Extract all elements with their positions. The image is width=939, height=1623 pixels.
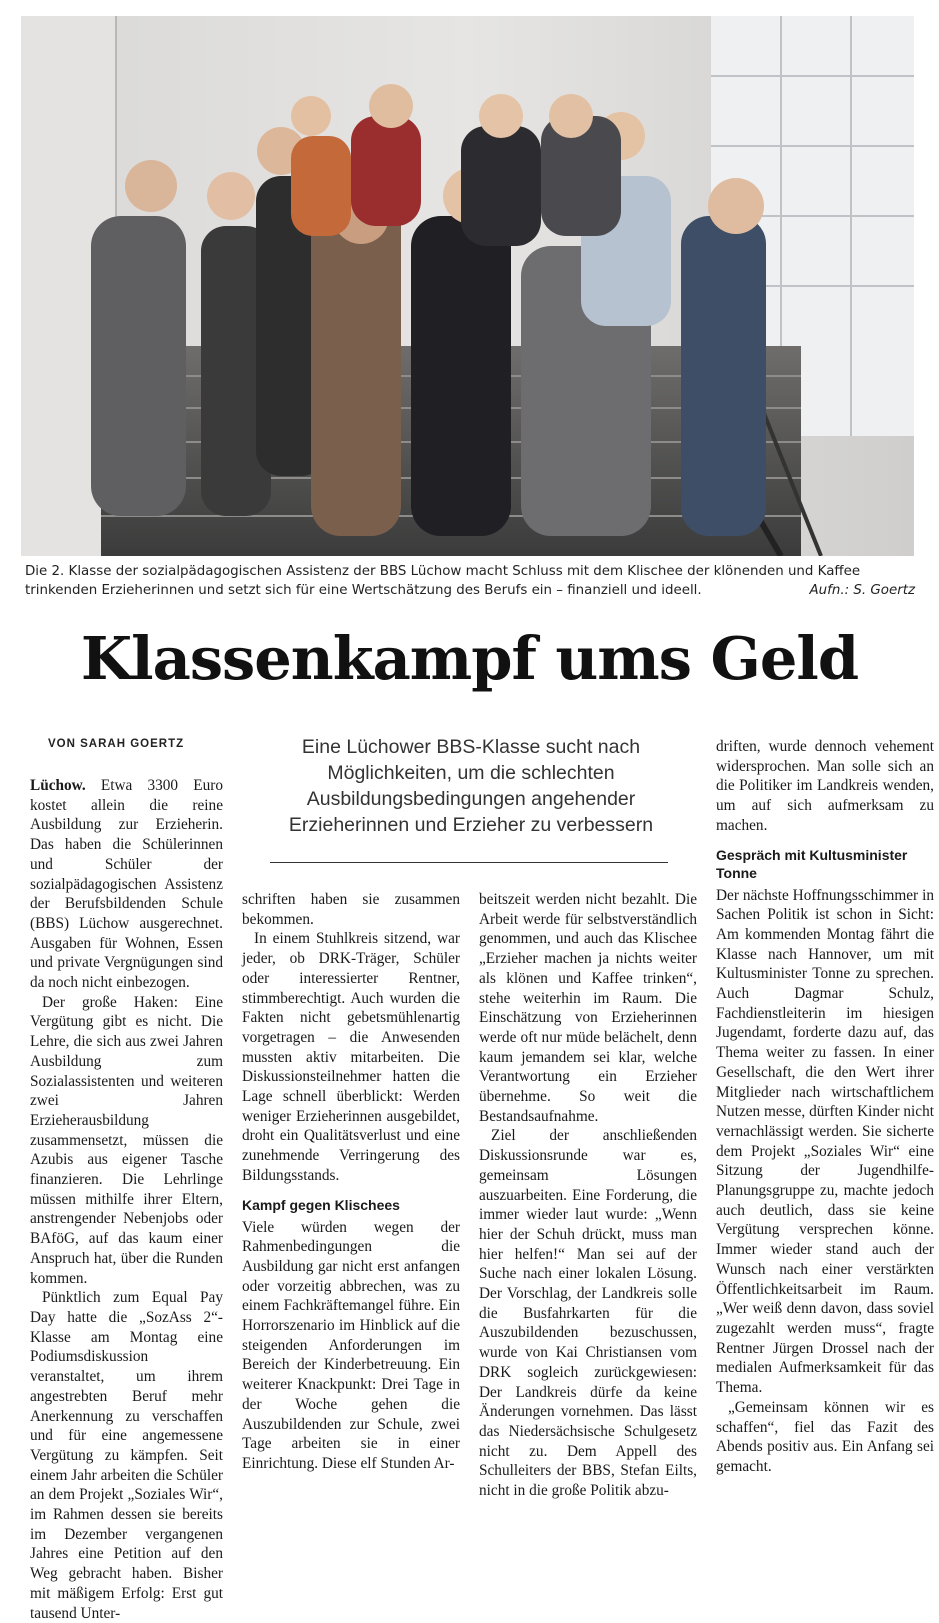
paragraph: Der nächste Hoffnungsschimmer in Sachen Politik ist schon in Sicht: Am kommenden Montag fährt die Klasse nach Hannover, um mit Kultusminister Tonne zu sprechen. Auch Dagmar Schulz, Fachdienstleiterin im hiesigen Jugendamt, forderte dazu auf, das Thema weiter zu fassen. In einer Gesellschaft, die den Wert ihrer Mitglieder nach wirtschaftlichem Nutzen messe, dürften Kinder nicht vernachlässigt werden. Sie sicherte dem Projekt „Soziales Wir“ eine Sitzung der Jugendhilfe-Planungsgruppe zu, machte jedoch auch deutlich, dass sie keine Vergütung versprechen könne. Immer wieder stand auch der Wunsch nach einer verstärkten Öffentlichkeitsarbeit im Raum. „Wer weiß denn davon, dass soviel zugezahlt werden muss“, fragte Rentner Jürgen Drossel nach der medialen Aufmerksamkeit für das Thema. bbox=[716, 886, 934, 1397]
paragraph: „Gemeinsam können wir es schaffen“, fiel das Fazit des Abends positiv aus. Ein Anfang sei gemacht. bbox=[716, 1398, 934, 1475]
paragraph: Der große Haken: Eine Vergütung gibt es nicht. Die Lehre, die sich aus zwei Jahren Ausbildung zum Sozialassistenten und weiteren zwei Jahren Erzieherausbildung zusammensetzt, müssen die Azubis aus eigener Tasche finanzieren. Die Lehrlinge müssen mithilfe ihrer Eltern, anstrengender Nebenjobs oder BAföG, auf das kaum einer Anspruch hat, über die Runden kommen. bbox=[30, 993, 223, 1287]
paragraph: Pünktlich zum Equal Pay Day hatte die „SozAss 2“-Klasse am Montag eine Podiumsdiskussion veranstaltet, um ihrem angestrebten Beruf mehr Anerkennung zu verschaffen und für eine angemessene Vergütung zu kämpfen. Seit einem Jahr arbeiten die Schüler an dem Projekt „Soziales Wir“, im Rahmen dessen sie bereits im Dezember vergangenen Jahres eine Petition auf den Weg gebracht haben. Bisher mit mäßigem Erfolg: Erst gut tausend Unter- bbox=[30, 1289, 223, 1622]
caption-credit: Aufn.: S. Goertz bbox=[809, 583, 915, 598]
group-photo-image bbox=[21, 16, 914, 556]
byline: VON SARAH GOERTZ bbox=[48, 738, 185, 750]
article-headline: Klassenkampf ums Geld bbox=[80, 624, 859, 693]
column-2 bbox=[242, 890, 460, 1474]
group-photo bbox=[21, 16, 914, 556]
paragraph: Viele würden wegen der Rahmenbedingungen die Ausbildung gar nicht erst anfangen oder vorzeitig abbrechen, was zu einem Fachkräftemangel führe. Ein Horrorszenario im Hinblick auf die steigenden Anforderungen im Bereich der Kinderbetreuung. Ein weiterer Knackpunkt: Drei Tage in der Woche gehen die Auszubildenden zur Schule, zwei Tage arbeiten sie in einer Einrichtung. Diese elf Stunden Ar- bbox=[242, 1218, 460, 1472]
subheading: Kampf gegen Klischees bbox=[242, 1196, 400, 1213]
paragraph: Ziel der anschließenden Diskussionsrunde war es, gemeinsam Lösungen auszuarbeiten. Eine Forderung, die immer wieder laut wurde: „Wenn hier der Schuh drückt, muss man hier helfen!“ Man sei auf der Suche nach einer lokalen Lösung. Der Vorschlag, der Landkreis solle die Busfahrkarten für die Auszubildenden bezuschussen, wurde von Kai Christiansen vom DRK sogleich zurückgewiesen: Der Landkreis dürfe da keine Änderungen vornehmen. Das lässt das Niedersächsische Schulgesetz nicht zu. Dem Appell des Schulleiters der BBS, Stefan Eilts, nicht in die große Politik abzu- bbox=[479, 1127, 697, 1500]
paragraph-text: Etwa 3300 Euro kostet allein die reine Ausbildung zur Erzieherin. Das haben die Schülerinnen und Schüler der sozialpädagogischen Assistenz der Berufsbildenden Schule (BBS) Lüchow ausgerechnet. Ausgaben für Wohnen, Essen und private Vergnügungen sind da noch nicht einbezogen. bbox=[30, 777, 223, 992]
paragraph bbox=[30, 776, 223, 993]
paragraph: In einem Stuhlkreis sitzend, war jeder, ob DRK-Träger, Schüler oder interessierter Rentner, stimmberechtigt. Auch wurden die Fakten nicht gebetsmühlenartig vorgetragen – die Anwesenden mussten aktiv mitarbeiten. Die Diskussionsteilnehmer hatten die Lage schnell überblickt: Werden weniger Erzieherinnen ausgebildet, droht ein Qualitätsverlust und eine zunehmende Verringerung des Bildungsstands. bbox=[242, 930, 460, 1184]
paragraph: driften, wurde dennoch vehement widersprochen. Man solle sich an die Politiker im Landkreis wenden, um auf sich aufmerksam zu machen. bbox=[716, 738, 934, 834]
teaser: Eine Lüchower BBS-Klasse sucht nach Möglichkeiten, um die schlechten Ausbildungsbedingungen angehender Erzieherinnen und Erzieher zu verbessern bbox=[288, 736, 654, 836]
column-1 bbox=[30, 776, 223, 1623]
column-4 bbox=[716, 737, 934, 1477]
paragraph: beitszeit werden nicht bezahlt. Die Arbeit werde für selbstverständlich genommen, und auch das Klischee „Erzieher machen ja nichts weiter als klönen und Kaffee trinken“, stehe weiterhin im Raum. Die Einschätzung von Erzieherinnen werde oft nur müde belächelt, denn kaum jemandem sei klar, welche Verantwortung ein Erzieher übernehme. So weit die Bestandsaufnahme. bbox=[479, 891, 697, 1125]
teaser-rule bbox=[270, 862, 668, 863]
paragraph: schriften haben sie zusammen bekommen. bbox=[242, 891, 460, 928]
photo-caption bbox=[25, 562, 915, 600]
caption-text: Die 2. Klasse der sozialpädagogischen Assistenz der BBS Lüchow macht Schluss mit dem Klischee der klönenden und Kaffee trinkenden Erzieherinnen und setzt sich für eine Wertschätzung des Berufs ein – finanziell und ideell. bbox=[25, 564, 861, 598]
subheading: Gespräch mit Kultusminister Tonne bbox=[716, 846, 908, 881]
dateline: Lüchow. bbox=[30, 777, 86, 794]
column-3 bbox=[479, 890, 697, 1501]
